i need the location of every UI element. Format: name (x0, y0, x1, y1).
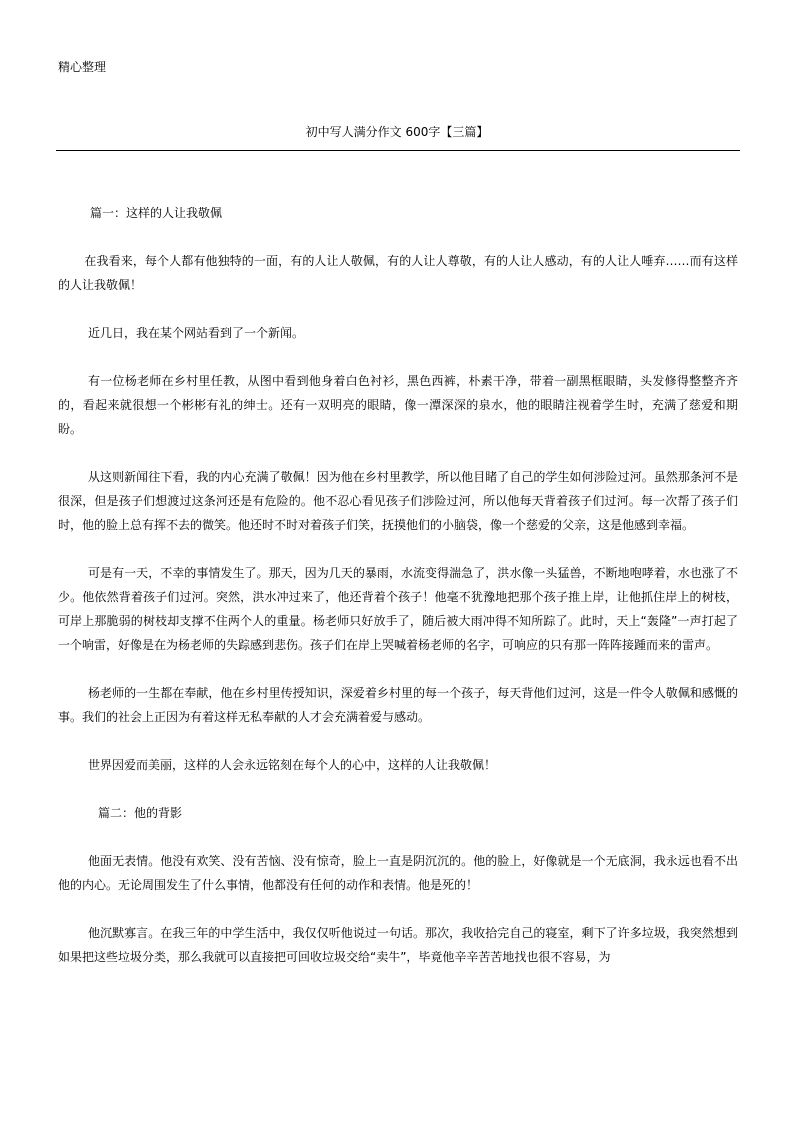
document-body (58, 201, 738, 993)
paragraph: 近几日，我在某个网站看到了一个新闻。 (88, 326, 305, 340)
section-heading: 篇二：他的背影 (98, 806, 183, 820)
paragraph: 从这则新闻往下看，我的内心充满了敬佩！因为他在乡村里教学，所以他目睹了自己的学生如何涉险过河。虽然那条河不是很深，但是孩子们想渡过这条河还是有危险的。他不忍心看见孩子们涉险过河，所以他每天背着孩子们过河。每一次帮了孩子们时，他的脸上总有挥不去的微笑。他还时不时对着孩子们笑，抚摸他们的小脑袋，像一个慈爱的父亲，这是他感到幸福。 (58, 470, 738, 532)
paragraph: 有一位杨老师在乡村里任教，从图中看到他身着白色衬衫，黑色西裤，朴素干净，带着一副黑框眼睛，头发修得整整齐齐的，看起来就很想一个彬彬有礼的绅士。还有一双明亮的眼睛，像一潭深深的泉水，他的眼睛注视着学生时，充满了慈爱和期盼。 (58, 374, 738, 436)
title-divider (56, 150, 740, 151)
section-heading: 篇一：这样的人让我敬佩 (90, 206, 223, 220)
paragraph: 可是有一天，不幸的事情发生了。那天，因为几天的暴雨，水流变得湍急了，洪水像一头猛兽，不断地咆哮着，水也涨了不少。他依然背着孩子们过河。突然，洪水冲过来了，他还背着个孩子！他毫不犹豫地把那个孩子推上岸，让他抓住岸上的树枝，可岸上那脆弱的树枝却支撑不住两个人的重量。杨老师只好放手了，随后被大雨冲得不知所踪了。此时，天上“轰隆”一声打起了一个响雷，好像是在为杨老师的失踪感到悲伤。孩子们在岸上哭喊着杨老师的名字，可响应的只有那一阵阵接踵而来的雷声。 (58, 566, 738, 652)
document-title: 初中写人满分作文 600字【三篇】 (305, 125, 489, 139)
paragraph: 世界因爱而美丽，这样的人会永远铭刻在每个人的心中，这样的人让我敬佩！ (88, 758, 497, 772)
paragraph: 他面无表情。他没有欢笑、没有苦恼、没有惊奇，脸上一直是阴沉沉的。他的脸上，好像就是一个无底洞，我永远也看不出他的内心。无论周围发生了什么事情，他都没有任何的动作和表情。他是死的！ (58, 854, 738, 892)
paragraph: 杨老师的一生都在奉献，他在乡村里传授知识，深爱着乡村里的每一个孩子，每天背他们过河，这是一件令人敬佩和感慨的事。我们的社会上正因为有着这样无私奉献的人才会充满着爱与感动。 (58, 686, 738, 724)
header-label: 精心整理 (58, 60, 107, 74)
paragraph: 在我看来，每个人都有他独特的一面，有的人让人敬佩，有的人让人尊敬，有的人让人感动，有的人让人唾弃……而有这样的人让我敬佩！ (58, 254, 738, 292)
paragraph: 他沉默寡言。在我三年的中学生活中，我仅仅听他说过一句话。那次，我收拾完自己的寝室，剩下了许多垃圾，我突然想到如果把这些垃圾分类，那么我就可以直接把可回收垃圾交给“卖牛”，毕竟他辛辛苦苦地找也很不容易，为 (58, 926, 738, 964)
